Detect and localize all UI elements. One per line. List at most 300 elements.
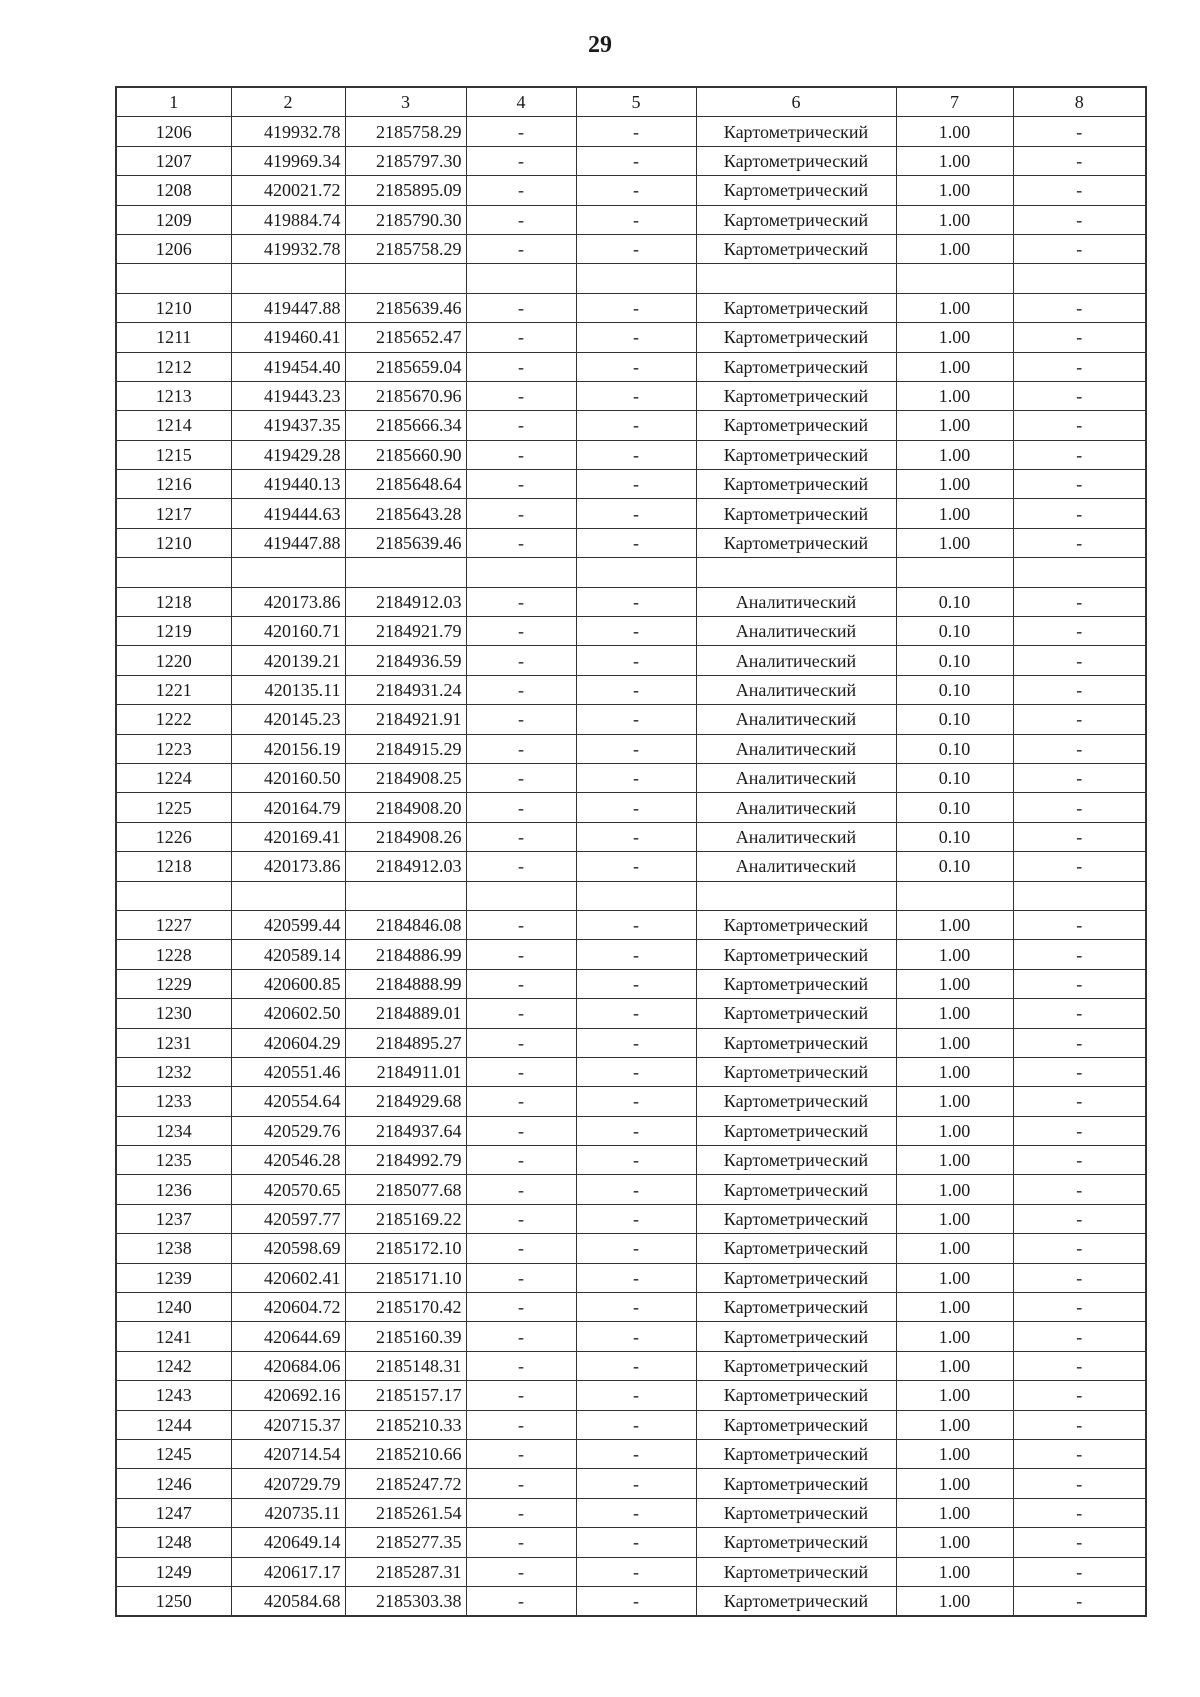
- col-8-cell: -: [1013, 1175, 1146, 1204]
- col-8-cell: -: [1013, 617, 1146, 646]
- col-5-cell: -: [576, 763, 696, 792]
- coordinates-table: [115, 86, 1147, 1617]
- x-coordinate-cell: 420598.69: [231, 1234, 345, 1263]
- point-number-cell: 1209: [116, 205, 231, 234]
- x-coordinate-cell: 420602.50: [231, 999, 345, 1028]
- accuracy-cell: 1.00: [896, 205, 1013, 234]
- col-4-cell: -: [466, 1234, 576, 1263]
- point-number-cell: 1224: [116, 763, 231, 792]
- accuracy-cell: 1.00: [896, 1381, 1013, 1410]
- col-4-cell: -: [466, 910, 576, 939]
- accuracy-cell: [896, 558, 1013, 587]
- method-cell: Картометрический: [696, 470, 896, 499]
- table-row: [116, 411, 1146, 440]
- method-cell: Картометрический: [696, 411, 896, 440]
- accuracy-cell: 1.00: [896, 1322, 1013, 1351]
- point-number-cell: 1233: [116, 1087, 231, 1116]
- col-4-cell: -: [466, 1087, 576, 1116]
- col-4-cell: -: [466, 381, 576, 410]
- col-8-cell: -: [1013, 1116, 1146, 1145]
- point-number-cell: 1237: [116, 1204, 231, 1233]
- y-coordinate-cell: 2184931.24: [345, 675, 466, 704]
- accuracy-cell: 1.00: [896, 1057, 1013, 1086]
- method-cell: Картометрический: [696, 499, 896, 528]
- col-5-cell: -: [576, 234, 696, 263]
- x-coordinate-cell: 420589.14: [231, 940, 345, 969]
- col-8-cell: -: [1013, 323, 1146, 352]
- y-coordinate-cell: 2185077.68: [345, 1175, 466, 1204]
- point-number-cell: 1242: [116, 1351, 231, 1380]
- x-coordinate-cell: 419447.88: [231, 528, 345, 557]
- table-row: [116, 381, 1146, 410]
- point-number-cell: 1248: [116, 1528, 231, 1557]
- col-4-cell: -: [466, 1410, 576, 1439]
- col-4-cell: -: [466, 999, 576, 1028]
- col-4-cell: -: [466, 646, 576, 675]
- x-coordinate-cell: [231, 881, 345, 910]
- method-cell: Картометрический: [696, 1498, 896, 1527]
- table-row: [116, 293, 1146, 322]
- accuracy-cell: 1.00: [896, 440, 1013, 469]
- point-number-cell: 1217: [116, 499, 231, 528]
- col-5-cell: -: [576, 1263, 696, 1292]
- col-5-cell: -: [576, 822, 696, 851]
- method-cell: Картометрический: [696, 234, 896, 263]
- point-number-cell: 1207: [116, 146, 231, 175]
- x-coordinate-cell: 420529.76: [231, 1116, 345, 1145]
- col-4-cell: -: [466, 293, 576, 322]
- col-4-cell: -: [466, 411, 576, 440]
- y-coordinate-cell: [345, 881, 466, 910]
- col-4-cell: -: [466, 763, 576, 792]
- col-5-cell: -: [576, 1528, 696, 1557]
- y-coordinate-cell: 2184908.25: [345, 763, 466, 792]
- method-cell: Картометрический: [696, 1087, 896, 1116]
- point-number-cell: 1235: [116, 1146, 231, 1175]
- method-cell: Картометрический: [696, 440, 896, 469]
- col-5-cell: -: [576, 1057, 696, 1086]
- y-coordinate-cell: 2184889.01: [345, 999, 466, 1028]
- point-number-cell: 1206: [116, 117, 231, 146]
- col-5-cell: -: [576, 587, 696, 616]
- table-row: [116, 323, 1146, 352]
- point-number-cell: 1220: [116, 646, 231, 675]
- col-5-cell: -: [576, 323, 696, 352]
- y-coordinate-cell: 2185303.38: [345, 1586, 466, 1616]
- x-coordinate-cell: 420604.72: [231, 1293, 345, 1322]
- x-coordinate-cell: 420735.11: [231, 1498, 345, 1527]
- method-cell: Картометрический: [696, 176, 896, 205]
- col-8-cell: -: [1013, 793, 1146, 822]
- col-5-cell: [576, 264, 696, 293]
- y-coordinate-cell: 2185148.31: [345, 1351, 466, 1380]
- col-5-cell: -: [576, 352, 696, 381]
- col-5-cell: -: [576, 940, 696, 969]
- col-8-cell: -: [1013, 117, 1146, 146]
- method-cell: Картометрический: [696, 940, 896, 969]
- accuracy-cell: 0.10: [896, 646, 1013, 675]
- col-4-cell: -: [466, 1028, 576, 1057]
- y-coordinate-cell: 2184921.79: [345, 617, 466, 646]
- col-5-cell: -: [576, 1498, 696, 1527]
- col-8-cell: -: [1013, 470, 1146, 499]
- col-5-cell: -: [576, 1351, 696, 1380]
- y-coordinate-cell: 2185210.66: [345, 1439, 466, 1468]
- point-number-cell: 1232: [116, 1057, 231, 1086]
- y-coordinate-cell: 2185648.64: [345, 470, 466, 499]
- method-cell: Картометрический: [696, 1381, 896, 1410]
- y-coordinate-cell: 2184888.99: [345, 969, 466, 998]
- col-5-cell: -: [576, 675, 696, 704]
- method-cell: Картометрический: [696, 999, 896, 1028]
- y-coordinate-cell: 2185277.35: [345, 1528, 466, 1557]
- col-4-cell: -: [466, 617, 576, 646]
- x-coordinate-cell: 420570.65: [231, 1175, 345, 1204]
- method-cell: Картометрический: [696, 1175, 896, 1204]
- col-5-cell: -: [576, 852, 696, 881]
- col-4-cell: -: [466, 234, 576, 263]
- accuracy-cell: [896, 264, 1013, 293]
- method-cell: Картометрический: [696, 1469, 896, 1498]
- table-row: [116, 646, 1146, 675]
- x-coordinate-cell: 420597.77: [231, 1204, 345, 1233]
- method-cell: Картометрический: [696, 1293, 896, 1322]
- col-8-cell: -: [1013, 146, 1146, 175]
- point-number-cell: 1216: [116, 470, 231, 499]
- col-4-cell: -: [466, 705, 576, 734]
- col-4-cell: -: [466, 1116, 576, 1145]
- col-8-cell: -: [1013, 1057, 1146, 1086]
- method-cell: Картометрический: [696, 1204, 896, 1233]
- col-8-cell: -: [1013, 1204, 1146, 1233]
- point-number-cell: 1250: [116, 1586, 231, 1616]
- method-cell: Картометрический: [696, 1263, 896, 1292]
- x-coordinate-cell: 420684.06: [231, 1351, 345, 1380]
- accuracy-cell: 1.00: [896, 969, 1013, 998]
- col-8-cell: -: [1013, 1557, 1146, 1586]
- method-cell: Картометрический: [696, 1528, 896, 1557]
- table-row: [116, 1586, 1146, 1616]
- table-row: [116, 1351, 1146, 1380]
- y-coordinate-cell: 2185287.31: [345, 1557, 466, 1586]
- table-row: [116, 1293, 1146, 1322]
- col-4-cell: -: [466, 587, 576, 616]
- method-cell: Аналитический: [696, 763, 896, 792]
- col-5-cell: -: [576, 528, 696, 557]
- col-8-cell: -: [1013, 1322, 1146, 1351]
- col-8-cell: -: [1013, 293, 1146, 322]
- col-4-cell: -: [466, 1322, 576, 1351]
- y-coordinate-cell: 2185169.22: [345, 1204, 466, 1233]
- col-5-cell: -: [576, 293, 696, 322]
- x-coordinate-cell: [231, 558, 345, 587]
- point-number-cell: 1227: [116, 910, 231, 939]
- col-5-cell: [576, 881, 696, 910]
- col-8-cell: [1013, 264, 1146, 293]
- col-4-cell: [466, 558, 576, 587]
- table-row: [116, 675, 1146, 704]
- col-5-cell: -: [576, 1557, 696, 1586]
- x-coordinate-cell: 420617.17: [231, 1557, 345, 1586]
- y-coordinate-cell: 2185261.54: [345, 1498, 466, 1527]
- accuracy-cell: 1.00: [896, 1263, 1013, 1292]
- accuracy-cell: 1.00: [896, 234, 1013, 263]
- table-row: [116, 1557, 1146, 1586]
- method-cell: Картометрический: [696, 323, 896, 352]
- col-4-cell: -: [466, 1146, 576, 1175]
- accuracy-cell: 0.10: [896, 763, 1013, 792]
- table-row: [116, 1175, 1146, 1204]
- col-5-cell: -: [576, 1204, 696, 1233]
- col-8-cell: -: [1013, 940, 1146, 969]
- accuracy-cell: 1.00: [896, 1234, 1013, 1263]
- header-row: [116, 87, 1146, 117]
- x-coordinate-cell: 420715.37: [231, 1410, 345, 1439]
- col-8-cell: -: [1013, 1293, 1146, 1322]
- point-number-cell: 1221: [116, 675, 231, 704]
- col-8-cell: -: [1013, 999, 1146, 1028]
- point-number-cell: 1241: [116, 1322, 231, 1351]
- col-5-cell: -: [576, 793, 696, 822]
- y-coordinate-cell: 2185895.09: [345, 176, 466, 205]
- col-5-cell: -: [576, 1116, 696, 1145]
- accuracy-cell: 1.00: [896, 1175, 1013, 1204]
- point-number-cell: 1213: [116, 381, 231, 410]
- accuracy-cell: 1.00: [896, 470, 1013, 499]
- point-number-cell: 1214: [116, 411, 231, 440]
- table-row: [116, 1410, 1146, 1439]
- point-number-cell: [116, 881, 231, 910]
- y-coordinate-cell: 2185639.46: [345, 528, 466, 557]
- accuracy-cell: 1.00: [896, 999, 1013, 1028]
- col-8-cell: -: [1013, 1146, 1146, 1175]
- method-cell: Картометрический: [696, 352, 896, 381]
- point-number-cell: 1230: [116, 999, 231, 1028]
- point-number-cell: 1231: [116, 1028, 231, 1057]
- x-coordinate-cell: 420156.19: [231, 734, 345, 763]
- table-row: [116, 1057, 1146, 1086]
- col-4-cell: -: [466, 146, 576, 175]
- col-4-cell: -: [466, 1293, 576, 1322]
- accuracy-cell: 1.00: [896, 117, 1013, 146]
- column-header-2: 2: [231, 87, 345, 117]
- y-coordinate-cell: 2185160.39: [345, 1322, 466, 1351]
- method-cell: Картометрический: [696, 1322, 896, 1351]
- table-row: [116, 352, 1146, 381]
- method-cell: Аналитический: [696, 587, 896, 616]
- col-5-cell: -: [576, 1087, 696, 1116]
- col-4-cell: -: [466, 822, 576, 851]
- method-cell: Аналитический: [696, 705, 896, 734]
- accuracy-cell: 1.00: [896, 411, 1013, 440]
- y-coordinate-cell: 2185660.90: [345, 440, 466, 469]
- col-5-cell: -: [576, 146, 696, 175]
- method-cell: [696, 881, 896, 910]
- col-4-cell: -: [466, 1439, 576, 1468]
- col-4-cell: -: [466, 969, 576, 998]
- x-coordinate-cell: 419460.41: [231, 323, 345, 352]
- point-number-cell: 1218: [116, 587, 231, 616]
- x-coordinate-cell: 419443.23: [231, 381, 345, 410]
- table-row: [116, 822, 1146, 851]
- method-cell: Картометрический: [696, 1146, 896, 1175]
- col-4-cell: -: [466, 528, 576, 557]
- col-8-cell: -: [1013, 587, 1146, 616]
- table-row: [116, 1234, 1146, 1263]
- col-4-cell: -: [466, 499, 576, 528]
- accuracy-cell: 1.00: [896, 1146, 1013, 1175]
- accuracy-cell: 1.00: [896, 1204, 1013, 1233]
- accuracy-cell: 1.00: [896, 293, 1013, 322]
- col-8-cell: -: [1013, 852, 1146, 881]
- page-number: 29: [588, 32, 612, 58]
- x-coordinate-cell: 419444.63: [231, 499, 345, 528]
- y-coordinate-cell: 2184929.68: [345, 1087, 466, 1116]
- table-row: [116, 499, 1146, 528]
- x-coordinate-cell: 420729.79: [231, 1469, 345, 1498]
- col-8-cell: -: [1013, 440, 1146, 469]
- column-header-4: 4: [466, 87, 576, 117]
- table-row: [116, 146, 1146, 175]
- x-coordinate-cell: 420692.16: [231, 1381, 345, 1410]
- method-cell: Аналитический: [696, 675, 896, 704]
- col-4-cell: -: [466, 793, 576, 822]
- col-5-cell: -: [576, 440, 696, 469]
- y-coordinate-cell: 2184936.59: [345, 646, 466, 675]
- point-number-cell: 1239: [116, 1263, 231, 1292]
- x-coordinate-cell: 420135.11: [231, 675, 345, 704]
- table-row: [116, 940, 1146, 969]
- col-8-cell: -: [1013, 176, 1146, 205]
- y-coordinate-cell: 2184908.26: [345, 822, 466, 851]
- col-4-cell: -: [466, 176, 576, 205]
- col-8-cell: -: [1013, 499, 1146, 528]
- y-coordinate-cell: 2185643.28: [345, 499, 466, 528]
- col-5-cell: -: [576, 1146, 696, 1175]
- y-coordinate-cell: 2184895.27: [345, 1028, 466, 1057]
- table-row: [116, 1381, 1146, 1410]
- table-row: [116, 470, 1146, 499]
- col-4-cell: -: [466, 675, 576, 704]
- point-number-cell: 1210: [116, 293, 231, 322]
- y-coordinate-cell: 2185652.47: [345, 323, 466, 352]
- col-5-cell: -: [576, 1439, 696, 1468]
- table-row: [116, 999, 1146, 1028]
- col-8-cell: -: [1013, 734, 1146, 763]
- col-8-cell: -: [1013, 234, 1146, 263]
- col-4-cell: -: [466, 470, 576, 499]
- point-number-cell: 1218: [116, 852, 231, 881]
- point-number-cell: 1228: [116, 940, 231, 969]
- col-8-cell: -: [1013, 675, 1146, 704]
- column-header-5: 5: [576, 87, 696, 117]
- x-coordinate-cell: 420164.79: [231, 793, 345, 822]
- table-row: [116, 763, 1146, 792]
- y-coordinate-cell: 2185790.30: [345, 205, 466, 234]
- table-row: [116, 176, 1146, 205]
- accuracy-cell: 1.00: [896, 1116, 1013, 1145]
- point-number-cell: 1247: [116, 1498, 231, 1527]
- col-5-cell: -: [576, 499, 696, 528]
- x-coordinate-cell: 420604.29: [231, 1028, 345, 1057]
- x-coordinate-cell: 420169.41: [231, 822, 345, 851]
- accuracy-cell: 0.10: [896, 617, 1013, 646]
- table-row: [116, 1263, 1146, 1292]
- col-4-cell: -: [466, 1381, 576, 1410]
- table-row: [116, 1116, 1146, 1145]
- y-coordinate-cell: 2184915.29: [345, 734, 466, 763]
- accuracy-cell: 1.00: [896, 1557, 1013, 1586]
- table-row: [116, 1322, 1146, 1351]
- point-number-cell: 1243: [116, 1381, 231, 1410]
- y-coordinate-cell: 2185171.10: [345, 1263, 466, 1292]
- accuracy-cell: 1.00: [896, 1410, 1013, 1439]
- col-4-cell: -: [466, 117, 576, 146]
- col-5-cell: -: [576, 1175, 696, 1204]
- col-5-cell: -: [576, 999, 696, 1028]
- col-5-cell: -: [576, 1586, 696, 1616]
- col-8-cell: -: [1013, 1586, 1146, 1616]
- col-8-cell: [1013, 558, 1146, 587]
- method-cell: [696, 558, 896, 587]
- method-cell: [696, 264, 896, 293]
- x-coordinate-cell: 420173.86: [231, 587, 345, 616]
- col-4-cell: -: [466, 1175, 576, 1204]
- y-coordinate-cell: [345, 558, 466, 587]
- col-5-cell: -: [576, 411, 696, 440]
- separator-row: [116, 558, 1146, 587]
- col-4-cell: -: [466, 1557, 576, 1586]
- accuracy-cell: 0.10: [896, 705, 1013, 734]
- x-coordinate-cell: 420546.28: [231, 1146, 345, 1175]
- point-number-cell: 1210: [116, 528, 231, 557]
- col-8-cell: -: [1013, 1381, 1146, 1410]
- method-cell: Картометрический: [696, 205, 896, 234]
- table-row: [116, 1469, 1146, 1498]
- accuracy-cell: 0.10: [896, 822, 1013, 851]
- separator-row: [116, 881, 1146, 910]
- y-coordinate-cell: 2185758.29: [345, 234, 466, 263]
- x-coordinate-cell: 420160.50: [231, 763, 345, 792]
- x-coordinate-cell: 420160.71: [231, 617, 345, 646]
- col-8-cell: -: [1013, 910, 1146, 939]
- accuracy-cell: 0.10: [896, 675, 1013, 704]
- col-8-cell: -: [1013, 205, 1146, 234]
- col-8-cell: [1013, 881, 1146, 910]
- column-header-8: 8: [1013, 87, 1146, 117]
- accuracy-cell: [896, 881, 1013, 910]
- x-coordinate-cell: 420600.85: [231, 969, 345, 998]
- point-number-cell: 1223: [116, 734, 231, 763]
- accuracy-cell: 1.00: [896, 528, 1013, 557]
- x-coordinate-cell: 420139.21: [231, 646, 345, 675]
- y-coordinate-cell: 2184911.01: [345, 1057, 466, 1086]
- method-cell: Картометрический: [696, 117, 896, 146]
- col-8-cell: -: [1013, 1087, 1146, 1116]
- accuracy-cell: 1.00: [896, 1028, 1013, 1057]
- column-header-3: 3: [345, 87, 466, 117]
- point-number-cell: 1225: [116, 793, 231, 822]
- accuracy-cell: 1.00: [896, 381, 1013, 410]
- table-body: [116, 117, 1146, 1616]
- table-row: [116, 1528, 1146, 1557]
- table-row: [116, 1498, 1146, 1527]
- table-row: [116, 234, 1146, 263]
- col-5-cell: -: [576, 1469, 696, 1498]
- method-cell: Картометрический: [696, 1586, 896, 1616]
- col-8-cell: -: [1013, 969, 1146, 998]
- col-4-cell: -: [466, 1351, 576, 1380]
